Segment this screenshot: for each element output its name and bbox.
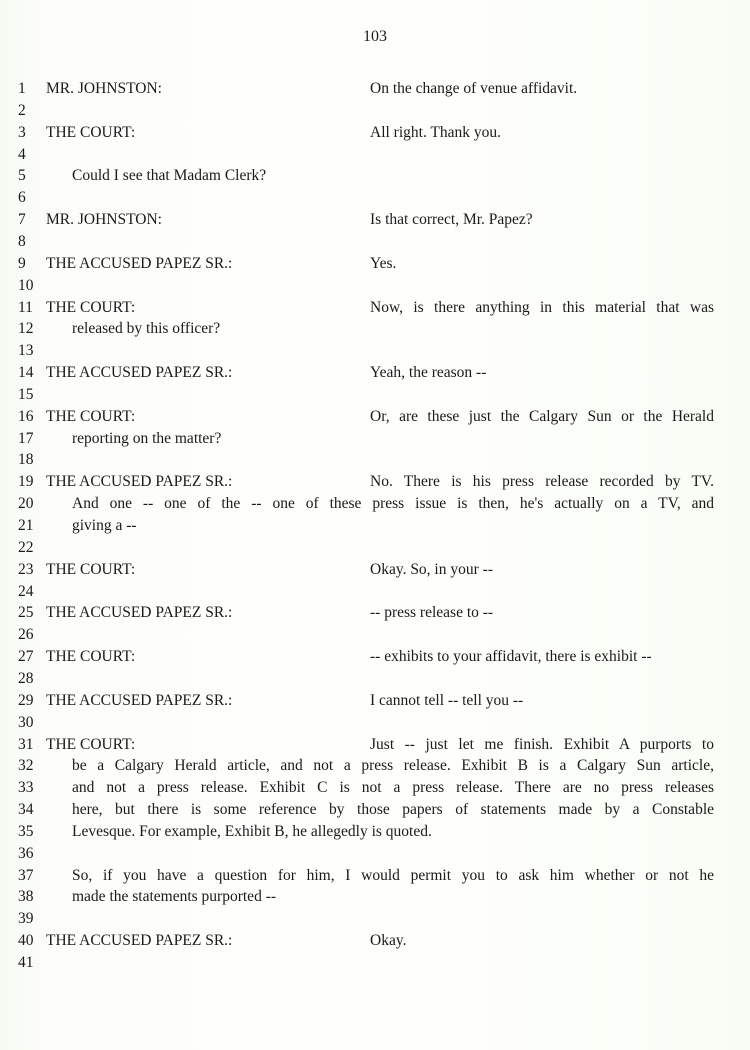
line-number: 15 (18, 385, 34, 403)
continuation-text: here, but there is some reference by those papers of statements made by a Constable (72, 801, 714, 819)
transcript-line (0, 930, 750, 952)
transcript-line (0, 275, 750, 297)
speaker-name: THE COURT: (46, 560, 136, 578)
line-number: 37 (18, 866, 34, 884)
line-number: 9 (18, 254, 26, 272)
transcript-line (0, 187, 750, 209)
line-number: 7 (18, 211, 26, 229)
transcript-line (0, 406, 750, 428)
line-number: 17 (18, 429, 34, 447)
line-number: 34 (18, 801, 34, 819)
speaker-name: THE ACCUSED PAPEZ SR.: (46, 604, 233, 622)
speech-text: I cannot tell -- tell you -- (370, 691, 524, 709)
line-number: 6 (18, 189, 26, 207)
line-number: 14 (18, 364, 34, 382)
line-number: 27 (18, 648, 34, 666)
transcript-line (0, 122, 750, 144)
line-number: 32 (18, 757, 34, 775)
speaker-name: THE COURT: (46, 123, 136, 141)
transcript-line (0, 908, 750, 930)
transcript-line (0, 602, 750, 624)
page-number: 103 (363, 28, 387, 45)
speech-text: Or, are these just the Calgary Sun or the Herald (370, 407, 714, 425)
line-number: 35 (18, 822, 34, 840)
transcript-line (0, 734, 750, 756)
speech-text: Okay. So, in your -- (370, 560, 493, 578)
speaker-name: THE ACCUSED PAPEZ SR.: (46, 932, 233, 950)
transcript-line (0, 209, 750, 231)
speech-text: Yes. (370, 254, 397, 272)
speaker-name: MR. JOHNSTON: (46, 80, 162, 97)
continuation-text: giving a -- (72, 517, 137, 534)
transcript-line (0, 384, 750, 406)
line-number: 24 (18, 582, 34, 600)
line-number: 39 (18, 910, 34, 928)
line-number: 26 (18, 626, 34, 644)
transcript-line (0, 646, 750, 668)
continuation-text: And one -- one of the -- one of these press issue is then, he's actually on a TV, and (72, 495, 714, 513)
continuation-text: So, if you have a question for him, I would permit you to ask him whether or not he (72, 866, 714, 884)
line-number: 33 (18, 779, 34, 797)
transcript-line (0, 843, 750, 865)
speaker-name: THE COURT: (46, 407, 136, 425)
line-number: 30 (18, 713, 34, 731)
transcript-line (0, 799, 750, 821)
line-number: 13 (18, 342, 34, 360)
continuation-text: and not a press release. Exhibit C is not a press release. There are no press releases (72, 779, 714, 797)
line-number: 40 (18, 932, 34, 950)
line-number: 28 (18, 669, 34, 687)
transcript-line (0, 755, 750, 777)
speech-text: Just -- just let me finish. Exhibit A purports to (370, 735, 714, 753)
line-number: 22 (18, 538, 34, 556)
transcript-line (0, 340, 750, 362)
line-number: 2 (18, 101, 26, 119)
transcript-line (0, 493, 750, 515)
line-number: 31 (18, 735, 34, 753)
speech-text: On the change of venue affidavit. (370, 80, 578, 97)
line-number: 4 (18, 145, 26, 163)
speech-text: Now, is there anything in this material that was (370, 298, 714, 316)
continuation-text: made the statements purported -- (72, 888, 277, 906)
transcript-line (0, 78, 750, 100)
speaker-name: THE COURT: (46, 648, 136, 666)
transcript-line (0, 515, 750, 537)
line-number: 36 (18, 844, 34, 862)
transcript-line (0, 690, 750, 712)
line-number: 38 (18, 888, 34, 906)
transcript-line (0, 231, 750, 253)
transcript-line (0, 865, 750, 887)
continuation-text: be a Calgary Herald article, and not a press release. Exhibit B is a Calgary Sun article, (72, 757, 714, 775)
transcript-line (0, 362, 750, 384)
speaker-name: THE ACCUSED PAPEZ SR.: (46, 473, 233, 491)
transcript-line (0, 318, 750, 340)
line-number: 12 (18, 320, 34, 338)
line-number: 16 (18, 407, 34, 425)
speaker-name: MR. JOHNSTON: (46, 211, 162, 229)
line-number: 19 (18, 473, 34, 491)
transcript-line (0, 952, 750, 974)
line-number: 23 (18, 560, 34, 578)
line-number: 5 (18, 167, 26, 185)
transcript-line (0, 559, 750, 581)
line-number: 11 (18, 298, 33, 316)
speaker-name: THE COURT: (46, 735, 136, 753)
transcript-line (0, 581, 750, 603)
transcript-line (0, 471, 750, 493)
transcript-line (0, 886, 750, 908)
speaker-name: THE COURT: (46, 298, 136, 316)
continuation-text: reporting on the matter? (72, 429, 222, 447)
transcript-line (0, 253, 750, 275)
speech-text: Yeah, the reason -- (370, 364, 487, 382)
speech-text: -- press release to -- (370, 604, 494, 622)
line-number: 18 (18, 451, 34, 469)
transcript-line (0, 624, 750, 646)
line-number: 41 (18, 954, 34, 971)
line-number: 10 (18, 276, 34, 294)
speech-text: All right. Thank you. (370, 123, 502, 141)
speech-text: Is that correct, Mr. Papez? (370, 211, 533, 229)
speaker-name: THE ACCUSED PAPEZ SR.: (46, 254, 233, 272)
transcript-line (0, 777, 750, 799)
speaker-name: THE ACCUSED PAPEZ SR.: (46, 691, 233, 709)
speaker-name: THE ACCUSED PAPEZ SR.: (46, 364, 233, 382)
transcript-line (0, 449, 750, 471)
continuation-text: Could I see that Madam Clerk? (72, 167, 267, 185)
line-number: 3 (18, 123, 26, 141)
line-number: 8 (18, 232, 26, 250)
transcript-line (0, 537, 750, 559)
transcript-line (0, 428, 750, 450)
speech-text: -- exhibits to your affidavit, there is exhibit -- (370, 648, 652, 666)
transcript-line (0, 668, 750, 690)
line-number: 1 (18, 80, 26, 97)
line-number: 25 (18, 604, 34, 622)
line-number: 29 (18, 691, 34, 709)
continuation-text: Levesque. For example, Exhibit B, he allegedly is quoted. (72, 822, 432, 840)
transcript-line (0, 144, 750, 166)
speech-text: No. There is his press release recorded by TV. (370, 473, 714, 491)
line-number: 20 (18, 495, 34, 513)
speech-text: Okay. (370, 932, 407, 950)
transcript-line (0, 100, 750, 122)
transcript-line (0, 297, 750, 319)
line-number: 21 (18, 517, 34, 534)
continuation-text: released by this officer? (72, 320, 221, 338)
transcript-line (0, 712, 750, 734)
transcript-line (0, 821, 750, 843)
transcript-line (0, 165, 750, 187)
